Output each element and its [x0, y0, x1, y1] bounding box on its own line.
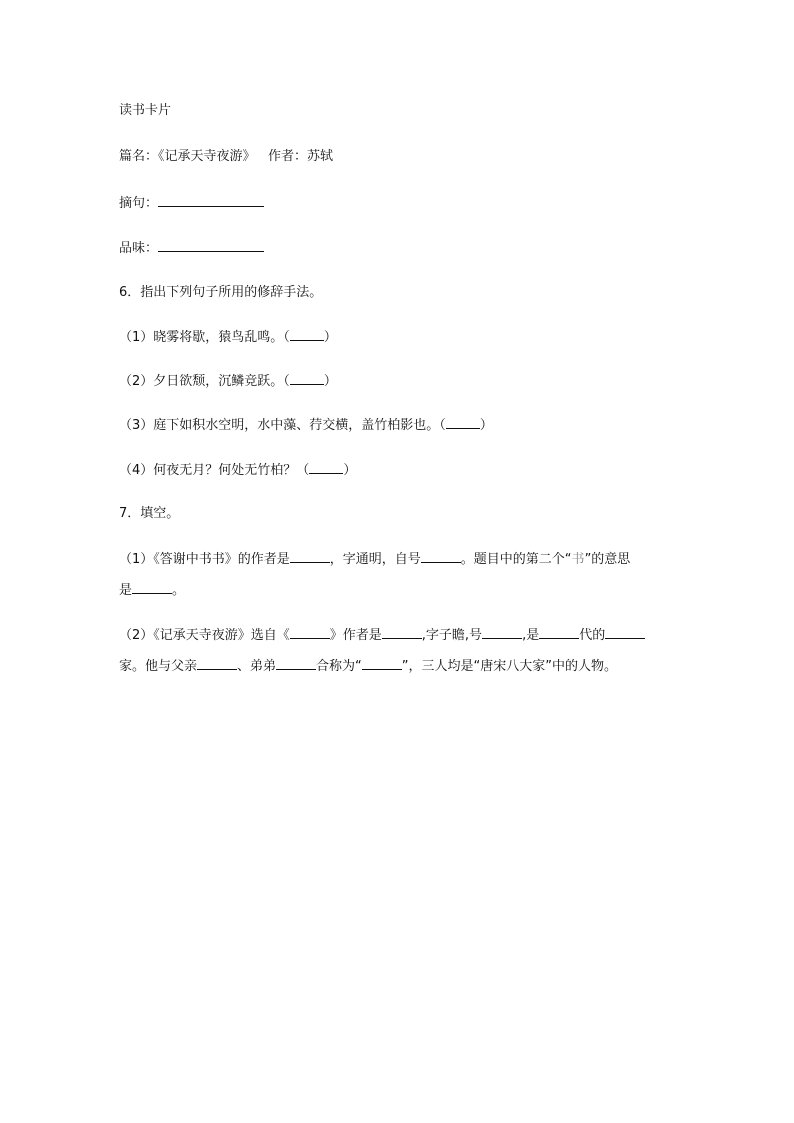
- answer-blank[interactable]: [290, 327, 324, 341]
- q7-p2-text-a: （2）《记承天寺夜游》选自《: [119, 628, 290, 643]
- q7-p1-text-c: 。题目中的第二个“: [460, 552, 572, 567]
- collective-name-blank[interactable]: [362, 656, 402, 670]
- q7-p2-text-e: 代的: [579, 628, 606, 643]
- author-blank[interactable]: [382, 625, 422, 639]
- title-line-prefix: 篇名：: [119, 149, 159, 164]
- q7-p1-line2: [119, 580, 185, 598]
- item-number: （2）: [119, 374, 154, 389]
- title-line-author: 作者：苏轼: [267, 149, 333, 164]
- pen-name-blank[interactable]: [421, 549, 461, 563]
- father-blank[interactable]: [197, 656, 237, 670]
- q7-p2-text-b: 》作者是: [329, 628, 382, 643]
- q7-p1-text-b: ，字通明，自号: [329, 552, 421, 567]
- excerpt-blank[interactable]: [158, 193, 264, 207]
- q7-p2-text-i: ”，三人均是“唐宋八大家”中的人物。: [401, 659, 617, 674]
- excerpt-label: 摘句：: [119, 196, 159, 211]
- close-paren: ）: [479, 418, 493, 433]
- author-blank[interactable]: [290, 549, 330, 563]
- q6-item: [119, 371, 337, 389]
- title-line-work: 《记承天寺夜游》: [158, 149, 256, 164]
- close-paren: ）: [343, 463, 357, 478]
- q6-item: [119, 327, 337, 345]
- q7-p1-text-d: 书: [571, 552, 585, 567]
- open-paren: （: [439, 418, 446, 433]
- open-paren: （: [296, 463, 310, 478]
- taste-blank[interactable]: [158, 238, 264, 252]
- q7-p2-line1: [119, 625, 645, 643]
- answer-blank[interactable]: [446, 415, 480, 429]
- q6-heading: 6．指出下列句子所用的修辞手法。: [119, 285, 323, 300]
- answer-blank[interactable]: [290, 371, 324, 385]
- q7-p2-line2: [119, 656, 617, 674]
- open-paren: （: [283, 374, 290, 389]
- close-paren: ）: [323, 374, 337, 389]
- q7-p1-line1: [119, 549, 630, 567]
- brother-blank[interactable]: [276, 656, 316, 670]
- open-paren: （: [283, 330, 290, 345]
- taste-label: 品味：: [119, 241, 159, 256]
- item-text: 夕日欲颓，沉鳞竞跃。: [153, 374, 284, 389]
- q6-item: [119, 460, 356, 478]
- taste-line: [119, 238, 264, 256]
- q7-heading: 7．填空。: [119, 506, 180, 521]
- q7-p1-text-e: ”的意思: [584, 552, 631, 567]
- meaning-blank[interactable]: [132, 580, 172, 594]
- source-blank[interactable]: [290, 625, 330, 639]
- q7-p1-text-a: （1）《答谢中书书》的作者是: [119, 552, 290, 567]
- q7-p1-text-f: 是: [119, 583, 133, 598]
- item-text: 晓雾将歇，猿鸟乱鸣。: [153, 330, 284, 345]
- dynasty-blank[interactable]: [539, 625, 579, 639]
- close-paren: ）: [323, 330, 337, 345]
- item-text: 庭下如积水空明，水中藻、荇交横，盖竹柏影也。: [153, 418, 440, 433]
- item-number: （1）: [119, 330, 154, 345]
- answer-blank[interactable]: [309, 460, 343, 474]
- card-title: 读书卡片: [119, 103, 172, 118]
- item-text: 何夜无月？何处无竹柏？: [153, 463, 297, 478]
- pen-name-blank[interactable]: [482, 625, 522, 639]
- q7-p2-text-h: 合称为“: [316, 659, 362, 674]
- card-title-line: [119, 148, 333, 166]
- q6-item: [119, 415, 493, 433]
- q7-p2-text-g: 、弟弟: [237, 659, 277, 674]
- q7-p2-text-f: 家。他与父亲: [119, 659, 198, 674]
- q7-p1-text-g: 。: [172, 583, 186, 598]
- excerpt-line: [119, 193, 264, 211]
- q7-p2-text-c: ,字子瞻,号: [421, 628, 483, 643]
- item-number: （4）: [119, 463, 154, 478]
- profession-blank[interactable]: [605, 625, 645, 639]
- q7-p2-text-d: ,是: [522, 628, 540, 643]
- item-number: （3）: [119, 418, 154, 433]
